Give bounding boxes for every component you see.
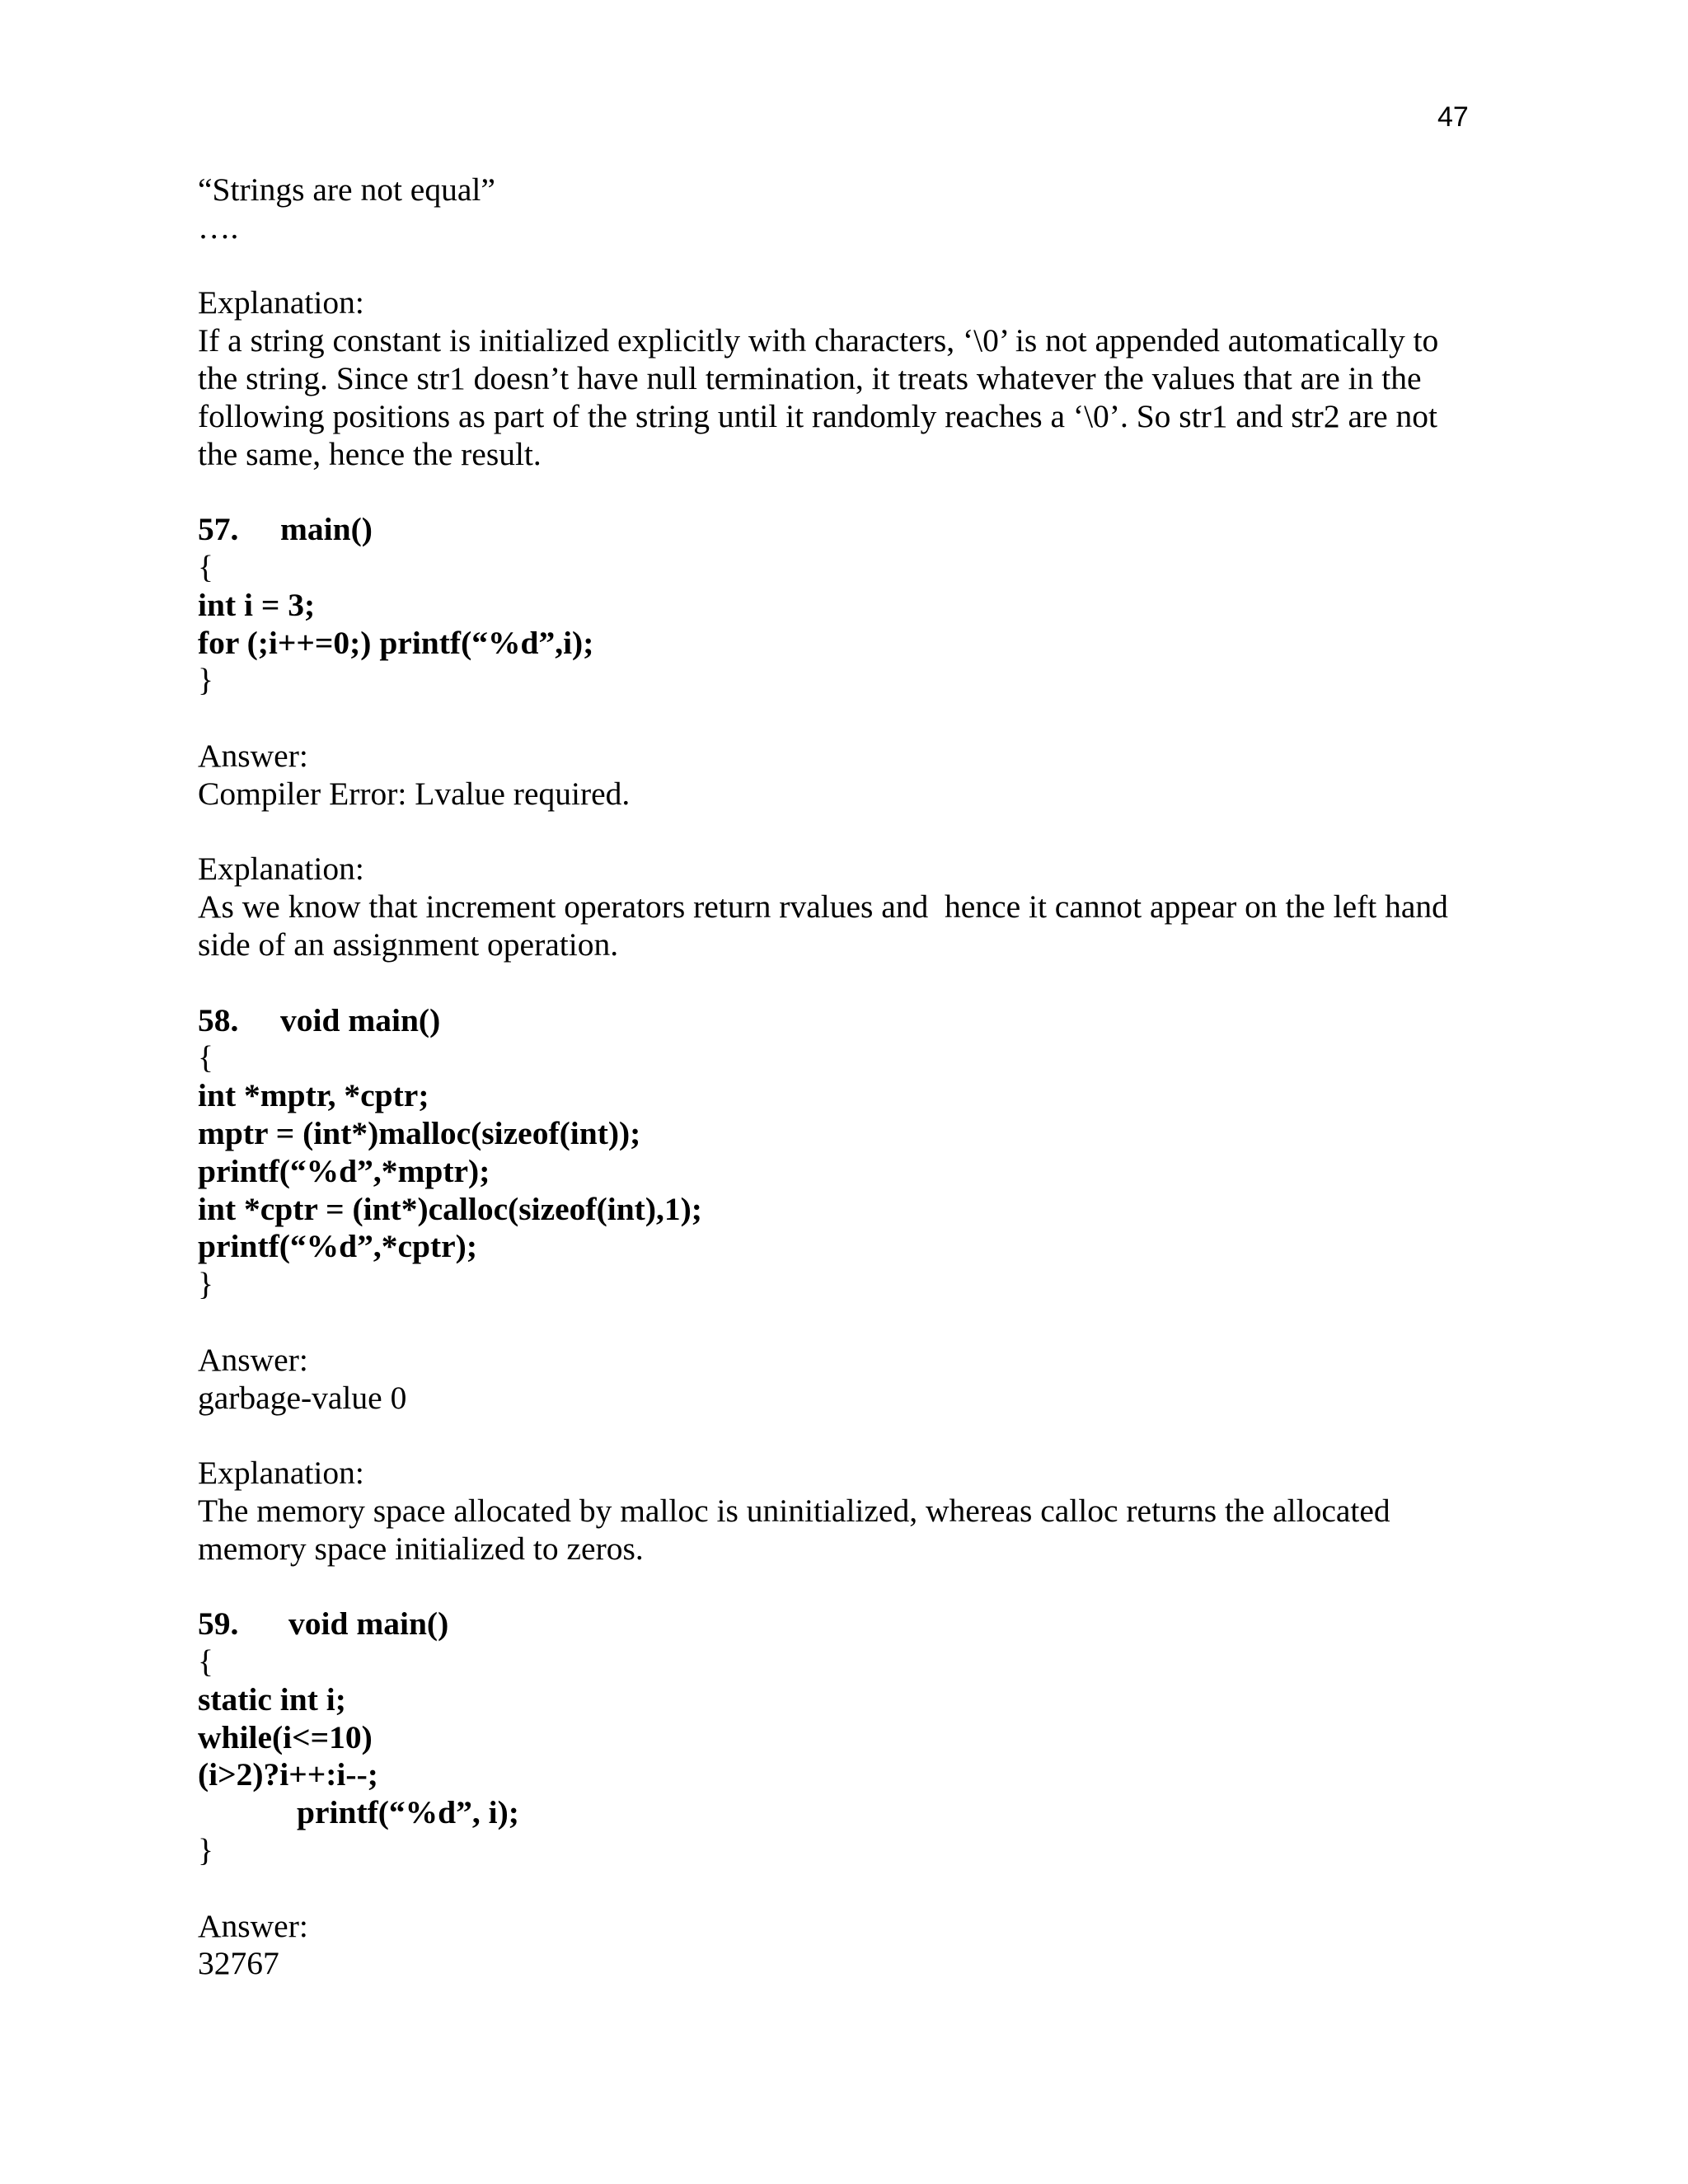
explanation-line: following positions as part of the string until it randomly reaches a ‘\0’. So str1 and str2 are not	[198, 397, 1438, 434]
explanation-label: Explanation:	[198, 284, 364, 321]
answer-label: Answer:	[198, 1907, 308, 1944]
code-line: mptr = (int*)malloc(sizeof(int));	[198, 1114, 641, 1151]
question-58-heading	[198, 1002, 1517, 1040]
code-line: {	[198, 548, 213, 585]
question-57-heading	[198, 511, 1517, 549]
answer-label: Answer:	[198, 737, 308, 774]
explanation-line: memory space initialized to zeros.	[198, 1530, 644, 1567]
output-text: “Strings are not equal”	[198, 171, 495, 208]
code-line: static int i;	[198, 1680, 346, 1718]
code-signature: void main()	[280, 1001, 441, 1038]
explanation-line: the same, hence the result.	[198, 435, 542, 472]
document-body	[198, 171, 1517, 1983]
code-signature: void main()	[288, 1605, 449, 1643]
code-line: }	[198, 1832, 213, 1869]
question-number: 57.	[198, 511, 239, 548]
code-line: {	[198, 1039, 213, 1076]
explanation-line: The memory space allocated by malloc is uninitialized, whereas calloc returns the allocated	[198, 1492, 1390, 1529]
question-number: 58.	[198, 1001, 239, 1038]
code-line: while(i<=10)	[198, 1718, 373, 1755]
explanation-line: the string. Since str1 doesn’t have null termination, it treats whatever the values that are in the	[198, 359, 1422, 396]
code-line: int *cptr = (int*)calloc(sizeof(int),1);	[198, 1190, 702, 1227]
code-line: printf(“%d”,*cptr);	[198, 1228, 477, 1265]
ellipsis: ….	[198, 209, 239, 246]
code-line: (i>2)?i++:i--;	[198, 1756, 378, 1793]
explanation-line: side of an assignment operation.	[198, 926, 619, 963]
code-line: for (;i++=0;) printf(“%d”,i);	[198, 624, 594, 661]
answer-text: Compiler Error: Lvalue required.	[198, 775, 631, 812]
answer-text: 32767	[198, 1945, 279, 1982]
code-line: int *mptr, *cptr;	[198, 1077, 429, 1114]
explanation-line: As we know that increment operators return rvalues and hence it cannot appear on the left hand	[198, 888, 1448, 926]
code-line: {	[198, 1643, 213, 1680]
answer-label: Answer:	[198, 1341, 308, 1378]
code-line: }	[198, 1266, 213, 1303]
answer-text: garbage-value 0	[198, 1379, 407, 1416]
explanation-label: Explanation:	[198, 851, 364, 888]
explanation-line: If a string constant is initialized explicitly with characters, ‘\0’ is not appended automatically to	[198, 322, 1439, 359]
code-signature: main()	[280, 511, 373, 548]
question-59-heading	[198, 1605, 1517, 1643]
code-line: printf(“%d”, i);	[297, 1794, 519, 1831]
code-line: int i = 3;	[198, 586, 316, 623]
code-line: }	[198, 662, 213, 699]
explanation-label: Explanation:	[198, 1455, 364, 1492]
question-number: 59.	[198, 1605, 239, 1643]
code-line: printf(“%d”,*mptr);	[198, 1152, 490, 1189]
page-number: 47	[1437, 101, 1469, 133]
